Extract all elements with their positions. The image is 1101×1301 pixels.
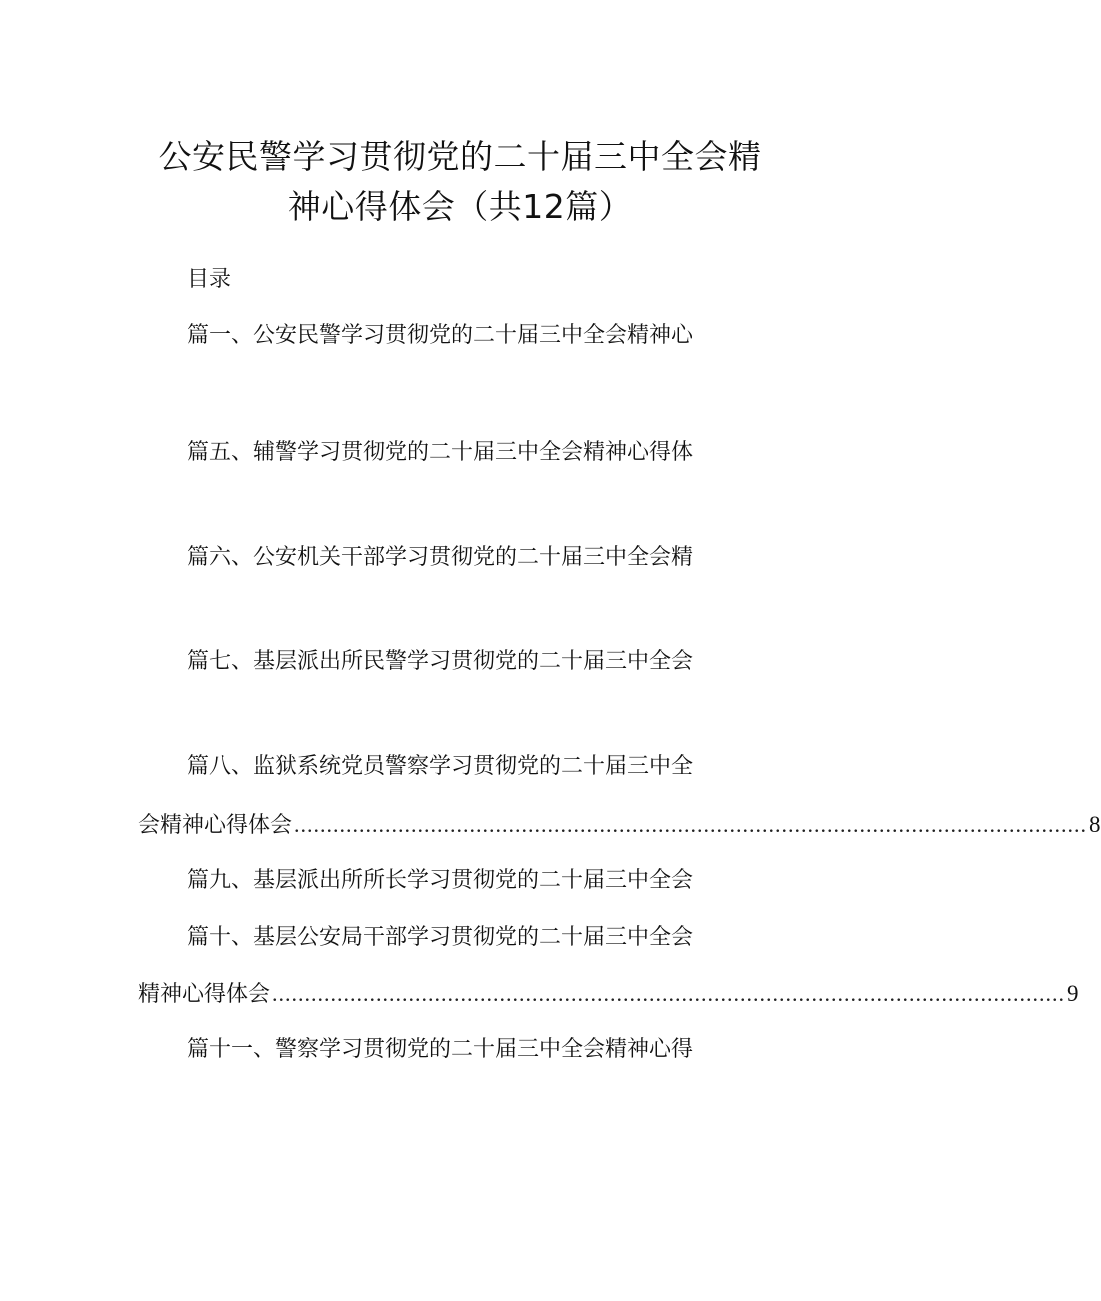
- toc-page-number: 9: [1067, 981, 1079, 1006]
- toc-entry-9[interactable]: 篇九、基层派出所所长学习贯彻党的二十届三中全会: [187, 868, 694, 893]
- toc-entry-5[interactable]: 篇五、辅警学习贯彻党的二十届三中全会精神心得体: [187, 440, 694, 465]
- toc-entry-10-continuation[interactable]: [138, 979, 1079, 1010]
- toc-entry-8[interactable]: 篇八、监狱系统党员警察学习贯彻党的二十届三中全: [187, 754, 694, 779]
- toc-entry-7[interactable]: 篇七、基层派出所民警学习贯彻党的二十届三中全会: [187, 649, 694, 674]
- toc-entry-6[interactable]: 篇六、公安机关干部学习贯彻党的二十届三中全会精: [187, 545, 694, 570]
- toc-entry-8-cont-text: 会精神心得体会: [138, 813, 293, 838]
- toc-page-number: 8: [1089, 812, 1101, 837]
- toc-heading: 目录: [187, 267, 232, 292]
- document-title: [150, 132, 770, 232]
- toc-entry-1[interactable]: 篇一、公安民警学习贯彻党的二十届三中全会精神心: [187, 323, 694, 348]
- toc-leader-dots: ..........................................................................................................................: [272, 981, 1066, 1006]
- toc-entry-8-continuation[interactable]: [138, 810, 1101, 841]
- toc-entry-10[interactable]: 篇十、基层公安局干部学习贯彻党的二十届三中全会: [187, 925, 694, 950]
- toc-leader-dots: ..........................................................................................................................: [294, 812, 1088, 837]
- title-line-2: 神心得体会（共12篇）: [287, 187, 633, 226]
- toc-entry-10-cont-text: 精神心得体会: [138, 982, 271, 1007]
- title-line-1: 公安民警学习贯彻党的二十届三中全会精: [158, 137, 762, 176]
- toc-entry-11[interactable]: 篇十一、警察学习贯彻党的二十届三中全会精神心得: [187, 1037, 694, 1062]
